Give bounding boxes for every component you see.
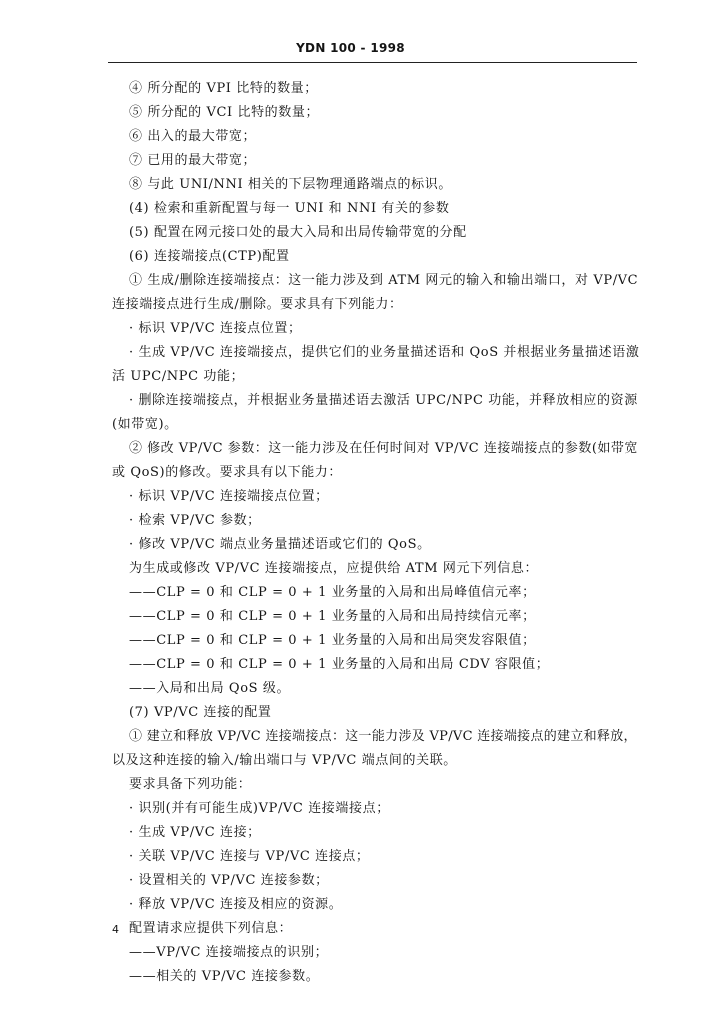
text-line: 为生成或修改 VP/VC 连接端接点，应提供给 ATM 网元下列信息： <box>129 561 539 576</box>
text-line: ⑦ 已用的最大带宽； <box>129 153 257 168</box>
text-line: (7) VP/VC 连接的配置 <box>129 705 272 720</box>
text-line: ① 生成/删除连接端接点：这一能力涉及到 ATM 网元的输入和输出端口，对 VP/VC <box>129 273 639 288</box>
text-line: 配置请求应提供下列信息： <box>129 921 293 936</box>
text-line: ——入局和出局 QoS 级。 <box>129 681 291 696</box>
text-line: ——CLP = 0 和 CLP = 0 + 1 业务量的入局和出局峰值信元率； <box>129 585 536 600</box>
text-line: ⑧ 与此 UNI/NNI 相关的下层物理通路端点的标识。 <box>129 177 452 192</box>
header-rule <box>108 62 637 63</box>
text-line: ① 建立和释放 VP/VC 连接端接点：这一能力涉及 VP/VC 连接端接点的建立和释放， <box>129 729 637 744</box>
text-line: ⑤ 所分配的 VCI 比特的数量； <box>129 105 320 120</box>
text-line: ——相关的 VP/VC 连接参数。 <box>129 969 320 984</box>
text-line: · 标识 VP/VC 连接端接点位置； <box>129 489 329 504</box>
text-line: 以及这种连接的输入/输出端口与 VP/VC 端点间的关联。 <box>112 753 457 768</box>
page-number: 4 <box>112 923 119 936</box>
text-line: · 删除连接端接点，并根据业务量描述语去激活 UPC/NPC 功能，并释放相应的资源 <box>129 393 638 408</box>
text-line: ——VP/VC 连接端接点的识别； <box>129 945 329 960</box>
text-line: 活 UPC/NPC 功能； <box>112 369 245 384</box>
text-line: · 生成 VP/VC 连接端接点，提供它们的业务量描述语和 QoS 并根据业务量描述语激 <box>129 345 640 360</box>
text-line: 或 QoS)的修改。要求具有以下能力： <box>112 465 342 480</box>
text-line: 连接端接点进行生成/删除。要求具有下列能力： <box>112 297 403 312</box>
text-line: ——CLP = 0 和 CLP = 0 + 1 业务量的入局和出局 CDV 容限值； <box>129 657 550 672</box>
text-line: ④ 所分配的 VPI 比特的数量； <box>129 81 318 96</box>
text-line: (如带宽)。 <box>112 417 178 432</box>
text-line: · 释放 VP/VC 连接及相应的资源。 <box>129 897 343 912</box>
text-line: · 设置相关的 VP/VC 连接参数； <box>129 873 329 888</box>
text-line: (4) 检索和重新配置与每一 UNI 和 NNI 有关的参数 <box>129 201 450 216</box>
text-line: · 识别(并有可能生成)VP/VC 连接端接点； <box>129 801 390 816</box>
text-line: ——CLP = 0 和 CLP = 0 + 1 业务量的入局和出局持续信元率； <box>129 609 536 624</box>
text-line: · 标识 VP/VC 连接点位置； <box>129 321 302 336</box>
text-line: (6) 连接端接点(CTP)配置 <box>129 249 290 264</box>
text-line: ② 修改 VP/VC 参数：这一能力涉及在任何时间对 VP/VC 连接端接点的参数(如带宽 <box>129 441 638 456</box>
text-line: · 关联 VP/VC 连接与 VP/VC 连接点； <box>129 849 370 864</box>
text-line: · 生成 VP/VC 连接； <box>129 825 261 840</box>
running-header: YDN 100 - 1998 <box>296 41 405 55</box>
text-line: ⑥ 出入的最大带宽； <box>129 129 257 144</box>
text-line: · 检索 VP/VC 参数； <box>129 513 261 528</box>
text-line: · 修改 VP/VC 端点业务量描述语或它们的 QoS。 <box>129 537 431 552</box>
text-line: 要求具备下列功能： <box>129 777 252 792</box>
text-line: ——CLP = 0 和 CLP = 0 + 1 业务量的入局和出局突发容限值； <box>129 633 536 648</box>
text-line: (5) 配置在网元接口处的最大入局和出局传输带宽的分配 <box>129 225 467 240</box>
